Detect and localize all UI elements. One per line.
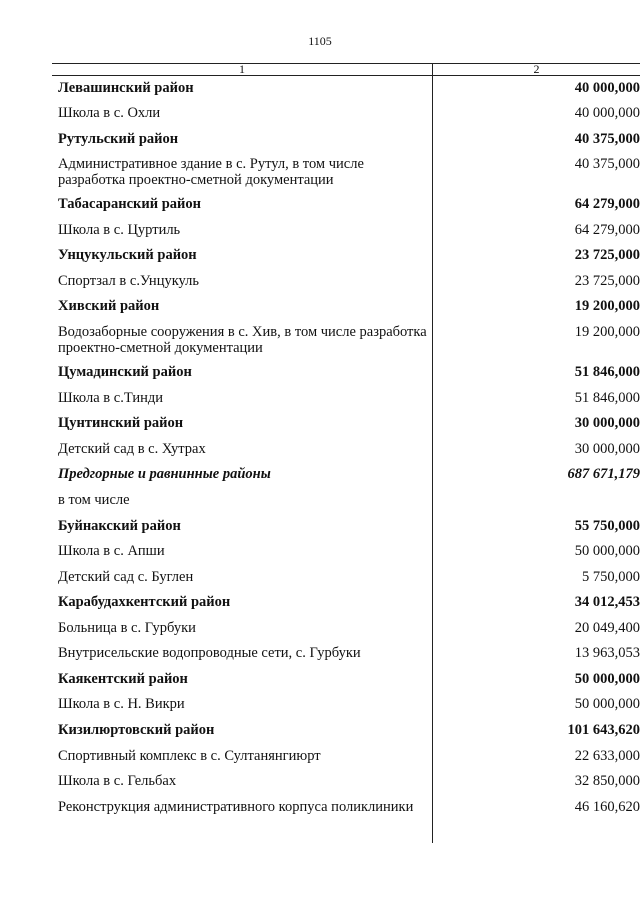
row-name: Табасаранский район	[58, 196, 201, 212]
row-value: 64 279,000	[574, 222, 640, 238]
page-number: 1105	[308, 34, 332, 48]
row-name: Водозаборные сооружения в с. Хив, в том числе разработка проектно-сметной документации	[58, 324, 427, 356]
row-name: Цунтинский район	[58, 415, 184, 431]
table-row	[52, 539, 640, 565]
row-value: 40 375,000	[574, 131, 640, 147]
row-name: Детский сад в с. Хутрах	[58, 441, 206, 457]
table-row	[52, 514, 640, 539]
row-value: 40 000,000	[574, 105, 640, 121]
table-row	[52, 294, 640, 320]
table-row	[52, 320, 640, 360]
table-row	[52, 386, 640, 411]
table-row	[52, 152, 640, 192]
row-name: Реконструкция административного корпуса поликлиники	[58, 799, 414, 815]
row-name: Школа в с. Апши	[58, 543, 165, 559]
row-name: Рутульский район	[58, 131, 179, 147]
row-name: Спортзал в с.Унцукуль	[58, 273, 199, 289]
table-row	[52, 744, 640, 769]
table-row	[52, 590, 640, 616]
table-row	[52, 243, 640, 269]
row-value: 40 000,000	[574, 80, 640, 96]
row-value: 30 000,000	[574, 415, 640, 431]
table-row	[52, 192, 640, 218]
row-name: Хивский район	[58, 298, 160, 314]
row-name: Каякентский район	[58, 671, 188, 687]
row-name: в том числе	[58, 492, 130, 508]
row-name: Школа в с. Н. Викри	[58, 696, 185, 712]
table-row	[52, 101, 640, 127]
row-value: 30 000,000	[574, 441, 640, 457]
table-row	[52, 488, 640, 514]
table-row	[52, 127, 640, 152]
table-row	[52, 269, 640, 294]
row-name: Унцукульский район	[58, 247, 197, 263]
table-row	[52, 718, 640, 744]
row-value: 22 633,000	[574, 748, 640, 764]
row-name: Буйнакский район	[58, 518, 181, 534]
row-name: Спортивный комплекс в с. Султанянгиюрт	[58, 748, 321, 764]
table-row	[52, 641, 640, 667]
row-value: 46 160,620	[574, 799, 640, 815]
table-row	[52, 692, 640, 718]
row-name: Внутрисельские водопроводные сети, с. Гурбуки	[58, 645, 361, 661]
row-value: 50 000,000	[574, 543, 640, 559]
row-name: Карабудахкентский район	[58, 594, 231, 610]
row-name: Левашинский район	[58, 80, 194, 96]
column-header-1: 1	[239, 62, 245, 76]
row-value: 55 750,000	[574, 518, 640, 534]
row-value: 51 846,000	[574, 364, 640, 380]
table-row	[52, 795, 640, 835]
table-row	[52, 218, 640, 243]
table-row	[52, 76, 640, 101]
row-value: 50 000,000	[574, 671, 640, 687]
table-row	[52, 437, 640, 462]
row-value: 5 750,000	[582, 569, 640, 585]
row-value: 32 850,000	[574, 773, 640, 789]
table-row	[52, 667, 640, 692]
table-row	[52, 616, 640, 641]
table-row	[52, 565, 640, 590]
row-name: Школа в с. Цуртиль	[58, 222, 181, 238]
table-row	[52, 411, 640, 437]
table-row	[52, 769, 640, 795]
table-row	[52, 360, 640, 386]
row-name: Школа в с. Гельбах	[58, 773, 177, 789]
table-body	[52, 76, 640, 835]
row-value: 19 200,000	[574, 324, 640, 340]
row-value: 64 279,000	[574, 196, 640, 212]
row-value: 23 725,000	[574, 273, 640, 289]
row-value	[432, 488, 640, 492]
row-name: Цумадинский район	[58, 364, 192, 380]
row-name: Предгорные и равнинные районы	[58, 466, 271, 482]
budget-table	[52, 63, 640, 843]
row-name: Административное здание в с. Рутул, в том числе разработка проектно-сметной документации	[58, 156, 364, 188]
row-name: Кизилюртовский район	[58, 722, 215, 738]
row-value: 51 846,000	[574, 390, 640, 406]
row-value: 687 671,179	[567, 466, 640, 482]
row-value: 34 012,453	[574, 594, 640, 610]
row-value: 23 725,000	[574, 247, 640, 263]
row-value: 20 049,400	[574, 620, 640, 636]
row-name: Школа в с.Тинди	[58, 390, 163, 406]
row-value: 50 000,000	[574, 696, 640, 712]
row-name: Больница в с. Гурбуки	[58, 620, 196, 636]
table-row	[52, 462, 640, 488]
row-name: Школа в с. Охли	[58, 105, 161, 121]
row-value: 19 200,000	[574, 298, 640, 314]
row-value: 40 375,000	[574, 156, 640, 172]
row-value: 13 963,053	[574, 645, 640, 661]
row-value: 101 643,620	[567, 722, 640, 738]
column-header-2: 2	[533, 62, 540, 76]
row-name: Детский сад с. Буглен	[58, 569, 194, 585]
